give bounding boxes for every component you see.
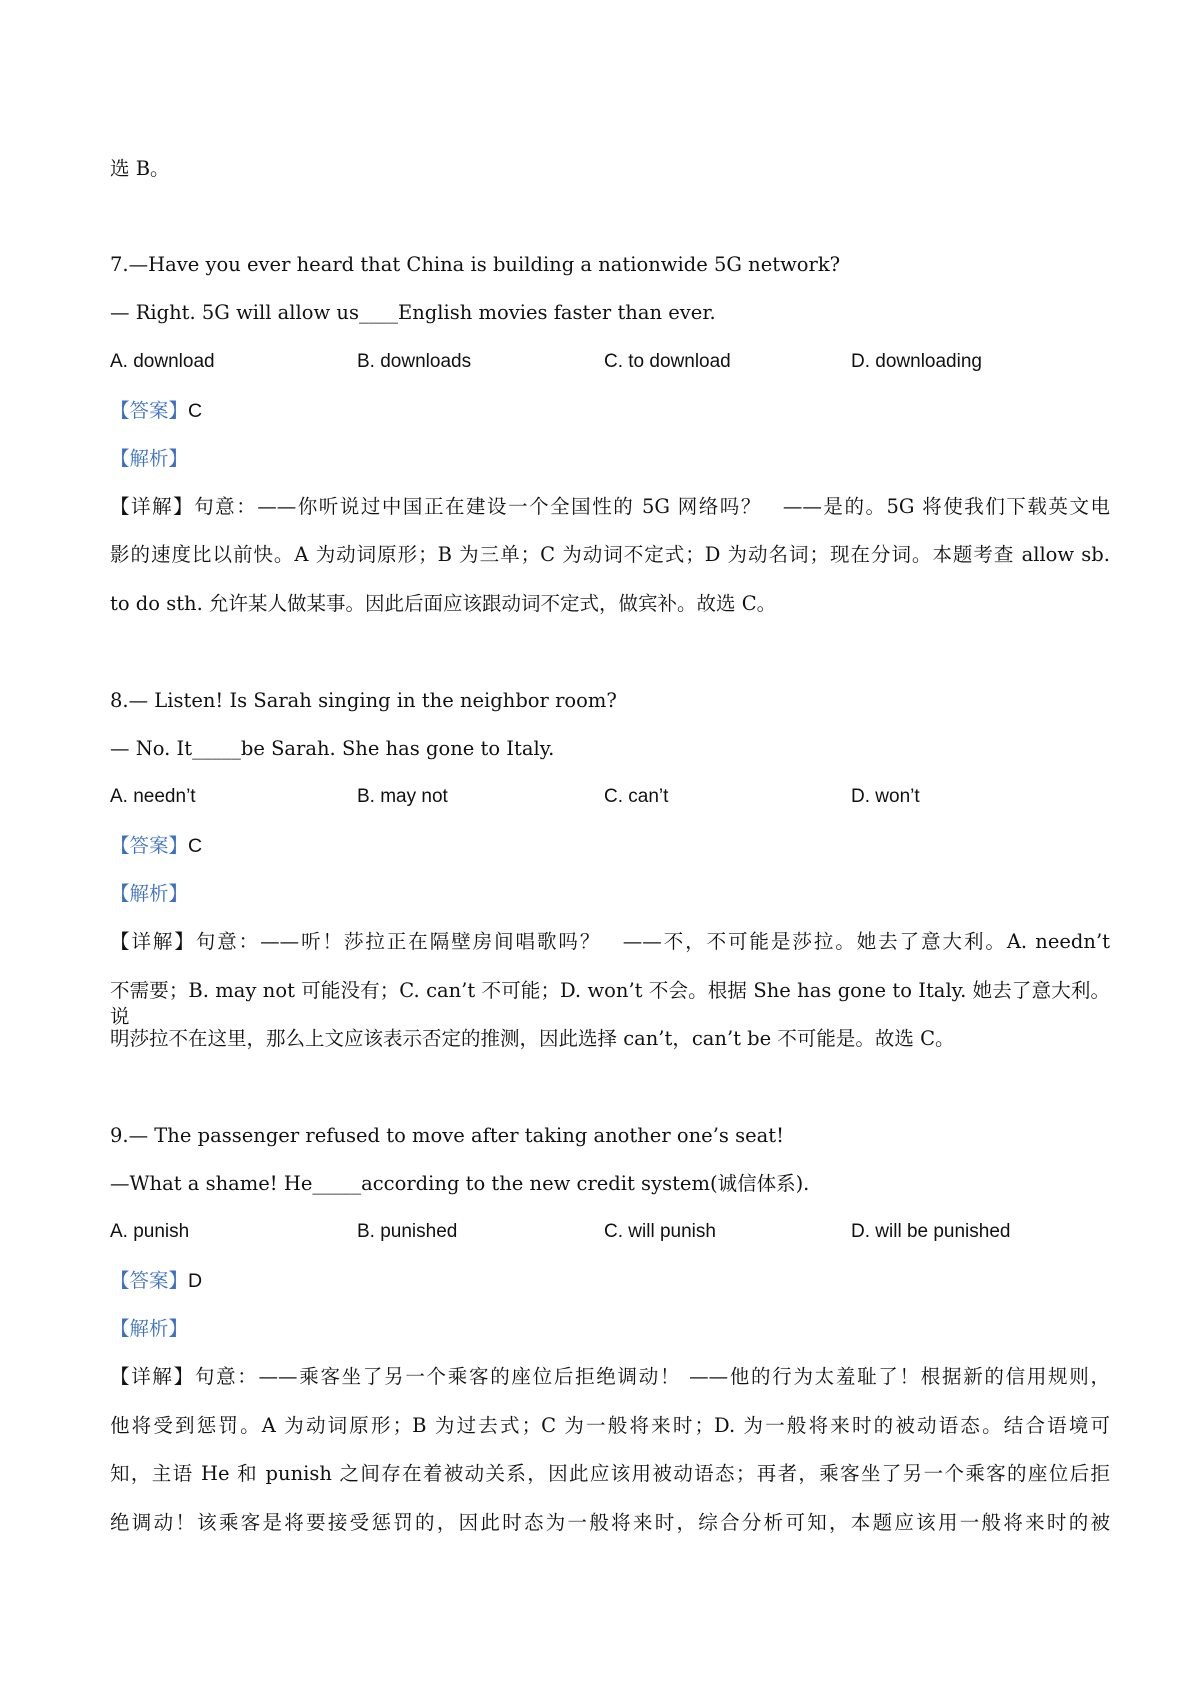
answer-line <box>110 398 1110 424</box>
answer-value: C <box>188 835 203 857</box>
question-stem: 8.— Listen! Is Sarah singing in the neighbor room? <box>110 689 617 712</box>
detail-line: 不需要；B. may not 可能没有；C. can’t 不可能；D. won’t 不会。根据 She has gone to Italy. 她去了意大利。说 <box>110 979 1110 1028</box>
detail-line: 【详解】句意：——乘客坐了另一个乘客的座位后拒绝调动！ ——他的行为太羞耻了！根据新的信用规则， <box>110 1365 1110 1388</box>
option-d: D. downloading <box>851 351 982 372</box>
detail-line: 【详解】句意：——你听说过中国正在建设一个全国性的 5G 网络吗？ ——是的。5G 将使我们下载英文电 <box>110 495 1110 518</box>
option-b: B. downloads <box>357 351 472 372</box>
detail-line: 影的速度比以前快。A 为动词原形；B 为三单；C 为动词不定式；D 为动名词；现在分词。本题考查 allow sb. <box>110 543 1110 566</box>
detail-line: 【详解】句意：——听！莎拉正在隔壁房间唱歌吗？ ——不，不可能是莎拉。她去了意大利。A. needn’t <box>110 930 1110 953</box>
question-response: —What a shame! He_____according to the new credit system(诚信体系). <box>110 1172 810 1195</box>
answer-value: C <box>188 400 203 422</box>
option-c: C. will punish <box>604 1221 716 1242</box>
option-a: A. punish <box>110 1221 190 1242</box>
question-stem: 9.— The passenger refused to move after taking another one’s seat! <box>110 1124 784 1147</box>
analysis-label: 【解析】 <box>110 882 189 905</box>
answer-label: 【答案】 <box>110 399 189 422</box>
analysis-label: 【解析】 <box>110 447 189 470</box>
option-d: D. won’t <box>851 786 920 807</box>
answer-line <box>110 1268 1110 1294</box>
analysis-label: 【解析】 <box>110 1317 189 1340</box>
answer-value: D <box>188 1270 203 1292</box>
answer-label: 【答案】 <box>110 834 189 857</box>
option-a: A. download <box>110 351 215 372</box>
detail-line: 知，主语 He 和 punish 之间存在着被动关系，因此应该用被动语态；再者，乘客坐了另一个乘客的座位后拒 <box>110 1462 1110 1485</box>
detail-line: to do sth. 允许某人做某事。因此后面应该跟动词不定式，做宾补。故选 C。 <box>110 592 777 615</box>
question-response: — Right. 5G will allow us____English movies faster than ever. <box>110 301 716 324</box>
answer-label: 【答案】 <box>110 1269 189 1292</box>
intro-text: 选 B。 <box>110 157 170 180</box>
detail-line: 绝调动！该乘客是将要接受惩罚的，因此时态为一般将来时，综合分析可知，本题应该用一般将来时的被 <box>110 1511 1110 1534</box>
option-a: A. needn’t <box>110 786 196 807</box>
option-c: C. can’t <box>604 786 669 807</box>
option-b: B. punished <box>357 1221 458 1242</box>
question-response: — No. It_____be Sarah. She has gone to Italy. <box>110 737 555 760</box>
answer-line <box>110 833 1110 859</box>
detail-line: 明莎拉不在这里，那么上文应该表示否定的推测，因此选择 can’t，can’t be 不可能是。故选 C。 <box>110 1027 955 1050</box>
question-stem: 7.—Have you ever heard that China is building a nationwide 5G network? <box>110 253 841 276</box>
option-c: C. to download <box>604 351 731 372</box>
option-b: B. may not <box>357 786 448 807</box>
option-d: D. will be punished <box>851 1221 1011 1242</box>
detail-line: 他将受到惩罚。A 为动词原形；B 为过去式；C 为一般将来时；D. 为一般将来时的被动语态。结合语境可 <box>110 1414 1110 1437</box>
